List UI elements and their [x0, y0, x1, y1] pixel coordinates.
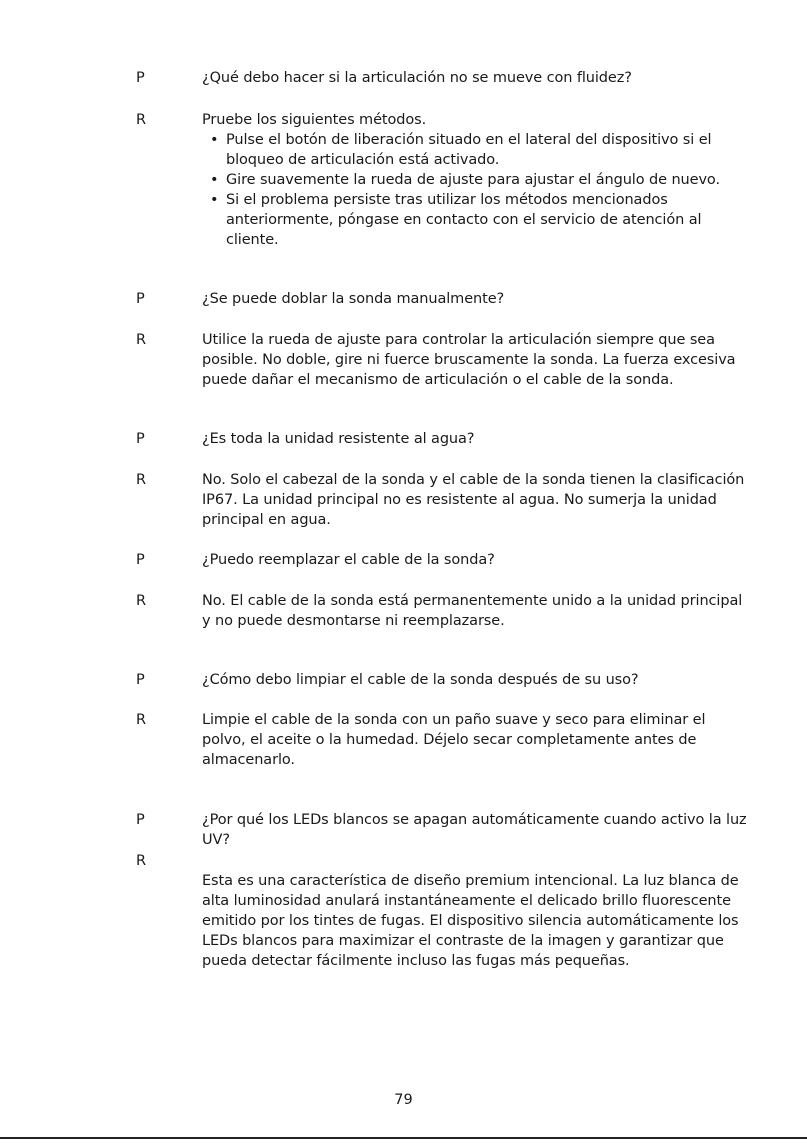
question-label: P	[136, 552, 145, 568]
answer-intro: Pruebe los siguientes métodos.	[202, 112, 427, 128]
question-text: ¿Por qué los LEDs blancos se apagan automáticamente cuando activo la luz UV?	[202, 812, 747, 848]
answer-label: R	[136, 112, 147, 128]
answer-label: R	[136, 853, 147, 869]
answer-bullet: • Si el problema persiste tras utilizar los métodos mencionados anteriormente, póngase en contacto con el servicio de atención al cliente.	[202, 190, 747, 250]
question-label: P	[136, 812, 145, 828]
answer-text: No. Solo el cabezal de la sonda y el cable de la sonda tienen la clasificación IP67. La unidad principal no es resistente al agua. No sumerja la unidad principal en agua.	[202, 472, 745, 528]
answer-label: R	[136, 472, 147, 488]
question-text: ¿Puedo reemplazar el cable de la sonda?	[202, 552, 495, 568]
answer-bullet: • Gire suavemente la rueda de ajuste para ajustar el ángulo de nuevo.	[202, 170, 747, 190]
answer-label: R	[136, 712, 147, 728]
question-text: ¿Qué debo hacer si la articulación no se mueve con fluidez?	[202, 70, 632, 86]
bottom-rule	[0, 1137, 807, 1139]
answer-label: R	[136, 332, 147, 348]
answer-text: Utilice la rueda de ajuste para controlar la articulación siempre que sea posible. No doble, gire ni fuerce bruscamente la sonda. La fuerza excesiva puede dañar el mecanismo de articulación o el cable de la sonda.	[202, 332, 736, 388]
answer-text: Esta es una característica de diseño premium intencional. La luz blanca de alta luminosidad anulará instantáneamente el delicado brillo fluorescente emitido por los tintes de fugas. El dispositivo silencia automáticamente los LEDs blancos para maximizar el contraste de la imagen y garantizar que pueda detectar fácilmente incluso las fugas más pequeñas.	[202, 873, 739, 969]
question-label: P	[136, 672, 145, 688]
answer-label: R	[136, 593, 147, 609]
question-label: P	[136, 291, 145, 307]
answer-block	[202, 110, 747, 250]
answer-text: No. El cable de la sonda está permanentemente unido a la unidad principal y no puede desmontarse ni reemplazarse.	[202, 593, 743, 629]
answer-bullet: • Pulse el botón de liberación situado en el lateral del dispositivo si el bloqueo de articulación está activado.	[202, 130, 747, 170]
question-label: P	[136, 431, 145, 447]
page-number: 79	[394, 1092, 413, 1108]
question-text: ¿Se puede doblar la sonda manualmente?	[202, 291, 505, 307]
question-label: P	[136, 70, 145, 86]
question-text: ¿Es toda la unidad resistente al agua?	[202, 431, 475, 447]
answer-text: Limpie el cable de la sonda con un paño suave y seco para eliminar el polvo, el aceite o la humedad. Déjelo secar completamente antes de almacenarlo.	[202, 712, 706, 768]
answer-bullet-list	[202, 130, 747, 250]
question-text: ¿Cómo debo limpiar el cable de la sonda después de su uso?	[202, 672, 639, 688]
